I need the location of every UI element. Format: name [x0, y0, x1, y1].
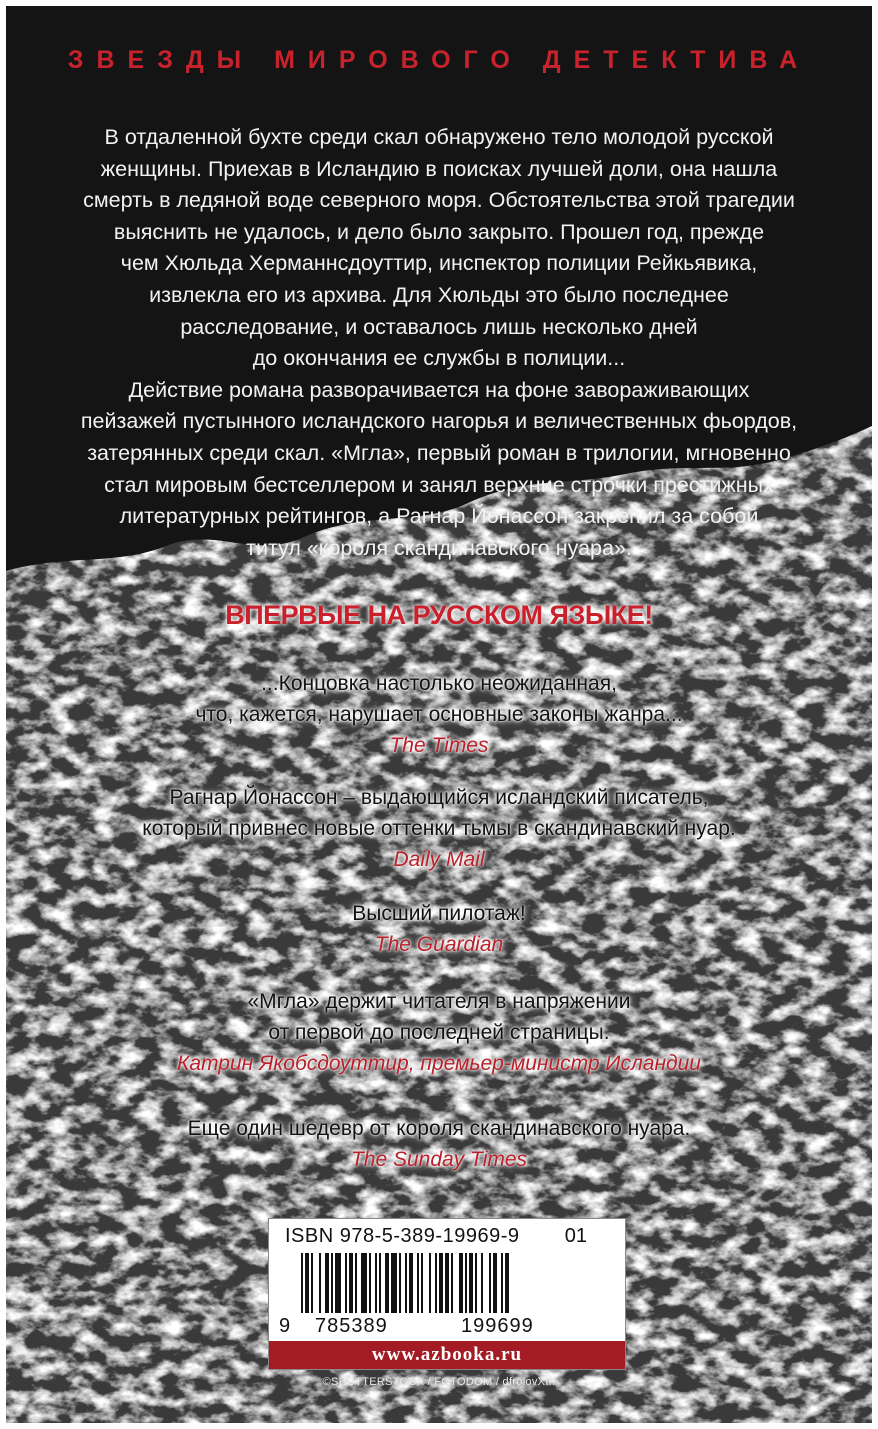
blurb-line: титул «короля скандинавского нуара». — [246, 535, 632, 560]
blurb-line: до окончания ее службы в полиции... — [252, 346, 626, 371]
first-time-heading: ВПЕРВЫЕ НА РУССКОМ ЯЗЫКЕ! — [225, 600, 653, 630]
review-item — [26, 898, 852, 960]
blurb-line: пейзажей пустынного исландского нагорья и величественных фьордов, — [80, 409, 798, 434]
book-back-cover — [6, 6, 872, 1423]
blurb-line: Действие романа разворачивается на фоне завораживающих — [128, 377, 750, 402]
blurb-line: выяснить не удалось, и дело было закрыто. Прошел год, прежде — [113, 219, 765, 244]
review-quote-line: который привнес новые оттенки тьмы в скандинавский нуар. — [142, 817, 736, 840]
review-item — [26, 668, 852, 761]
isbn-price-code: 01 — [564, 1225, 587, 1247]
blurb-line: литературных рейтингов, а Рагнар Йонассон закрепил за собой — [119, 504, 759, 529]
review-source: The Times — [389, 734, 489, 757]
blurb-line: чем Хюльда Херманнсдоуттир, инспектор полиции Рейкьявика, — [120, 251, 758, 276]
review-quote-line: Рагнар Йонассон – выдающийся исландский писатель, — [169, 786, 709, 809]
isbn-barcode-box — [268, 1218, 626, 1370]
series-title: ЗВЕЗДЫ МИРОВОГО ДЕТЕКТИВА — [67, 46, 811, 74]
blurb-line: женщины. Приехав в Исландию в поисках лучшей доли, она нашла — [100, 156, 778, 181]
barcode-digit-lead: 9 — [279, 1315, 292, 1337]
book-blurb — [46, 122, 832, 564]
review-list — [26, 668, 852, 1175]
review-quote-line: «Мгла» держит читателя в напряжении — [247, 990, 631, 1013]
review-quote-line: от первой до последней страницы. — [268, 1021, 610, 1044]
review-source: Катрин Якобсдоуттир, премьер-министр Исландии — [176, 1052, 701, 1075]
review-source: Daily Mail — [393, 848, 485, 871]
barcode-digit-group: 199699 — [461, 1315, 534, 1337]
blurb-line: стал мировым бестселлером и занял верхние строчки престижных — [104, 472, 774, 497]
photo-credit: ©SHUTTERSTOCK / FOTODOM / dfrolovXIII — [322, 1376, 556, 1388]
review-source: The Guardian — [374, 933, 504, 956]
isbn-number: ISBN 978-5-389-19969-9 — [285, 1225, 520, 1247]
review-quote-line: ...Концовка настолько неожиданная, — [261, 672, 617, 695]
barcode-digit-group: 785389 — [315, 1315, 388, 1337]
review-item — [26, 782, 852, 875]
blurb-line: затерянных среди скал. «Мгла», первый роман в трилогии, мгновенно — [87, 440, 791, 465]
blurb-line: В отдаленной бухте среди скал обнаружено тело молодой русской — [104, 125, 774, 149]
review-source: The Sunday Times — [350, 1148, 528, 1171]
blurb-line: расследование, и оставалось лишь несколько дней — [180, 314, 698, 339]
review-item — [26, 986, 852, 1079]
review-item — [26, 1113, 852, 1175]
barcode-icon — [299, 1253, 599, 1313]
blurb-line: смерть в ледяной воде северного моря. Обстоятельства этой трагедии — [83, 188, 795, 213]
review-quote-line: Высший пилотаж! — [352, 902, 526, 925]
blurb-line: извлекла его из архива. Для Хюльды это было последнее — [149, 282, 729, 307]
review-quote-line: что, кажется, нарушает основные законы жанра... — [195, 703, 683, 726]
publisher-url: www.azbooka.ru — [269, 1341, 625, 1369]
review-quote-line: Еще один шедевр от короля скандинавского нуара. — [187, 1117, 691, 1140]
